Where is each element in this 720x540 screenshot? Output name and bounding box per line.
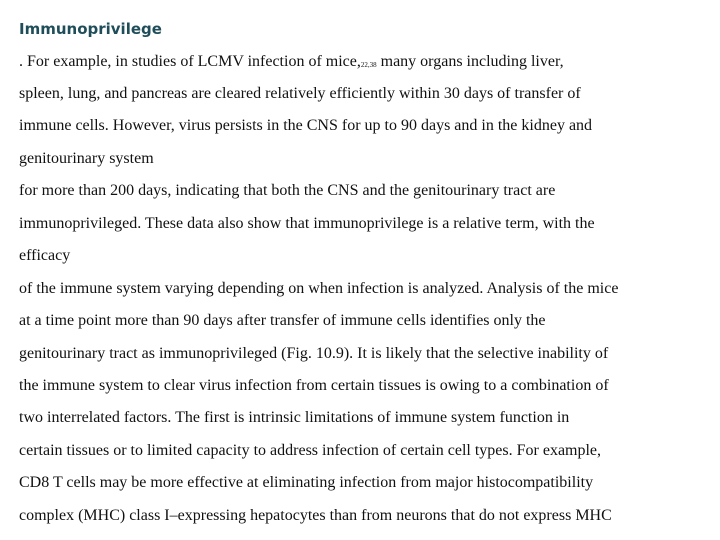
text-line-15: complex (MHC) class I–expressing hepatocytes than from neurons that do not express MHC (19, 507, 612, 524)
text-line-12: two interrelated factors. The first is intrinsic limitations of immune system function in (19, 409, 570, 426)
text-line-10: genitourinary tract as immunoprivileged (Fig. 10.9). It is likely that the selective inability of (19, 345, 609, 362)
text-line-13: certain tissues or to limited capacity to address infection of certain cell types. For example, (19, 442, 602, 459)
text-line-1-part-b: many organs including liver, (376, 53, 564, 70)
text-line-2: spleen, lung, and pancreas are cleared relatively efficiently within 30 days of transfer of (19, 85, 581, 102)
citation-reference: 22,38 (360, 61, 377, 69)
text-line-3: immune cells. However, virus persists in the CNS for up to 90 days and in the kidney and (19, 117, 593, 134)
text-line-11: the immune system to clear virus infection from certain tissues is owing to a combination of (19, 377, 609, 394)
text-line-4: genitourinary system (19, 150, 154, 167)
text-line-1 (19, 52, 564, 75)
text-line-5: for more than 200 days, indicating that both the CNS and the genitourinary tract are (19, 182, 556, 199)
text-line-7: efficacy (19, 247, 71, 264)
text-line-9: at a time point more than 90 days after transfer of immune cells identifies only the (19, 312, 546, 329)
text-line-8: of the immune system varying depending on when infection is analyzed. Analysis of the mice (19, 280, 619, 297)
text-line-1-part-a: . For example, in studies of LCMV infection of mice, (19, 53, 361, 70)
text-line-14: CD8 T cells may be more effective at eliminating infection from major histocompatibility (19, 474, 594, 491)
page-title: Immunoprivilege (19, 20, 162, 38)
text-line-6: immunoprivileged. These data also show that immunoprivilege is a relative term, with the (19, 215, 595, 232)
